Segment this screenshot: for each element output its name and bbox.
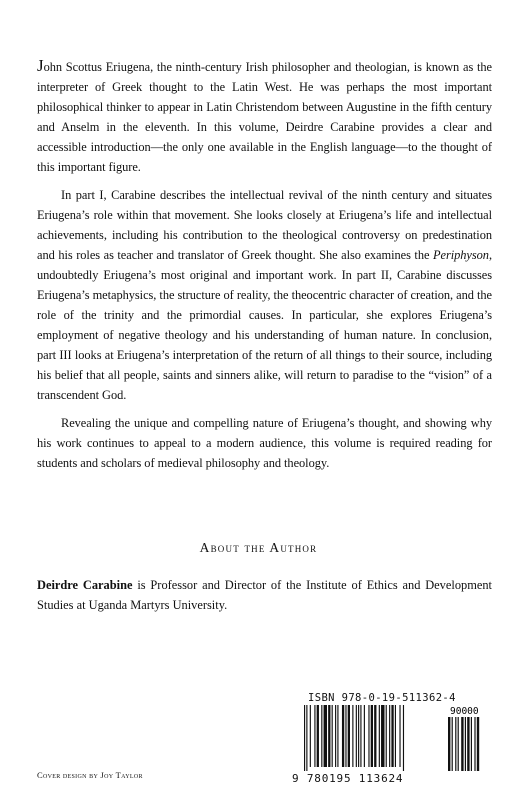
- price-addon-bar: [467, 717, 469, 771]
- barcode-bar: [364, 705, 365, 767]
- price-addon-bar: [477, 717, 479, 771]
- barcode-bar: [371, 705, 373, 767]
- price-addon-bar: [452, 717, 453, 771]
- barcode-bar: [328, 705, 330, 767]
- barcode-bar: [381, 705, 384, 767]
- description-paragraph-1: [37, 57, 492, 177]
- barcode-bar: [395, 705, 396, 767]
- barcode-bar: [356, 705, 357, 767]
- price-code: 90000: [450, 706, 479, 717]
- barcode-bar: [324, 705, 327, 767]
- barcode-bar: [360, 705, 361, 767]
- author-bio: [37, 575, 492, 615]
- barcode-bars: [298, 705, 483, 773]
- barcode-bar: [317, 705, 319, 767]
- drop-cap: J: [37, 56, 44, 75]
- cover-design-credit: Cover design by Joy Taylor: [37, 770, 143, 780]
- description-paragraph-2: [37, 185, 492, 405]
- barcode-bar: [386, 705, 387, 767]
- paragraph-2-text-b: , undoubtedly Eriugena’s most original and important work. In part II, Carabine discusses Eriugena’s metaphysics, the structure of reality, the theocentric character of creation, and the role of the trinity and the primordial causes. In particular, she explores Eriugena’s employment of negative theology and his understanding of human nature. In conclusion, part III looks at Eriugena’s interpretation of the return of all things to their source, including his belief that all people, saints and sinners alike, will return to paradise to the “vision” of a transcendent God.: [37, 248, 492, 402]
- barcode-bar: [391, 705, 393, 767]
- barcode-bar: [321, 705, 322, 767]
- paragraph-2-text-a: In part I, Carabine describes the intellectual revival of the ninth century and situates Eriugena’s role within that movement. She looks closely at Eriugena’s life and intellectual achievements, including his contribution to the theological controversy on predestination and his roles as teacher and translator of Greek thought. She also examines the: [37, 188, 492, 262]
- barcode-bar: [358, 705, 359, 767]
- barcode-bar: [335, 705, 336, 767]
- barcode-digits: 9 780195 113624: [292, 772, 404, 785]
- isbn-number: ISBN 978-0-19-511362-4: [308, 692, 456, 704]
- barcode-bar: [403, 705, 404, 771]
- barcode-bar: [352, 705, 353, 767]
- barcode-bar: [389, 705, 390, 767]
- price-addon-bar: [474, 717, 475, 771]
- barcode-bar: [374, 705, 376, 767]
- barcode-bar: [332, 705, 333, 767]
- book-description: [37, 57, 492, 473]
- barcode-bar: [345, 705, 346, 767]
- description-paragraph-3: Revealing the unique and compelling nature of Eriugena’s thought, and showing why his work continues to appeal to a modern audience, this volume is required reading for students and scholars of medieval philosophy and theology.: [37, 416, 492, 470]
- barcode-bar: [379, 705, 380, 767]
- barcode-bar: [337, 705, 338, 767]
- barcode-bar: [348, 705, 350, 767]
- paragraph-1-text: ohn Scottus Eriugena, the ninth-century Irish philosopher and theologian, is known as the interpreter of Greek thought to the Latin West. He was perhaps the most important philosophical thinker to appear in Latin Christendom between Augustine in the fifth century and Anselm in the eleventh. In this volume, Deirdre Carabine provides a clear and accessible introduction—the only one available in the English language—to the thought of this important figure.: [37, 60, 492, 174]
- barcode-bar: [314, 705, 315, 767]
- price-addon-bar: [455, 717, 456, 771]
- isbn-barcode: [292, 692, 482, 788]
- barcode-bar: [304, 705, 305, 771]
- price-addon-bar: [465, 717, 466, 771]
- price-addon-bar: [471, 717, 472, 771]
- work-title: Periphyson: [433, 248, 489, 262]
- barcode-bar: [399, 705, 400, 767]
- price-addon-bar: [458, 717, 459, 771]
- barcode-bar: [342, 705, 344, 767]
- author-name: Deirdre Carabine: [37, 578, 133, 592]
- barcode-bar: [368, 705, 369, 767]
- barcode-bar: [306, 705, 307, 771]
- price-addon-bar: [461, 717, 463, 771]
- about-author-heading: About the Author: [199, 540, 318, 555]
- barcode-bar: [310, 705, 311, 767]
- author-bio-text: is Professor and Director of the Institute of Ethics and Development Studies at Uganda Martyrs University.: [37, 578, 492, 612]
- price-addon-bar: [448, 717, 450, 771]
